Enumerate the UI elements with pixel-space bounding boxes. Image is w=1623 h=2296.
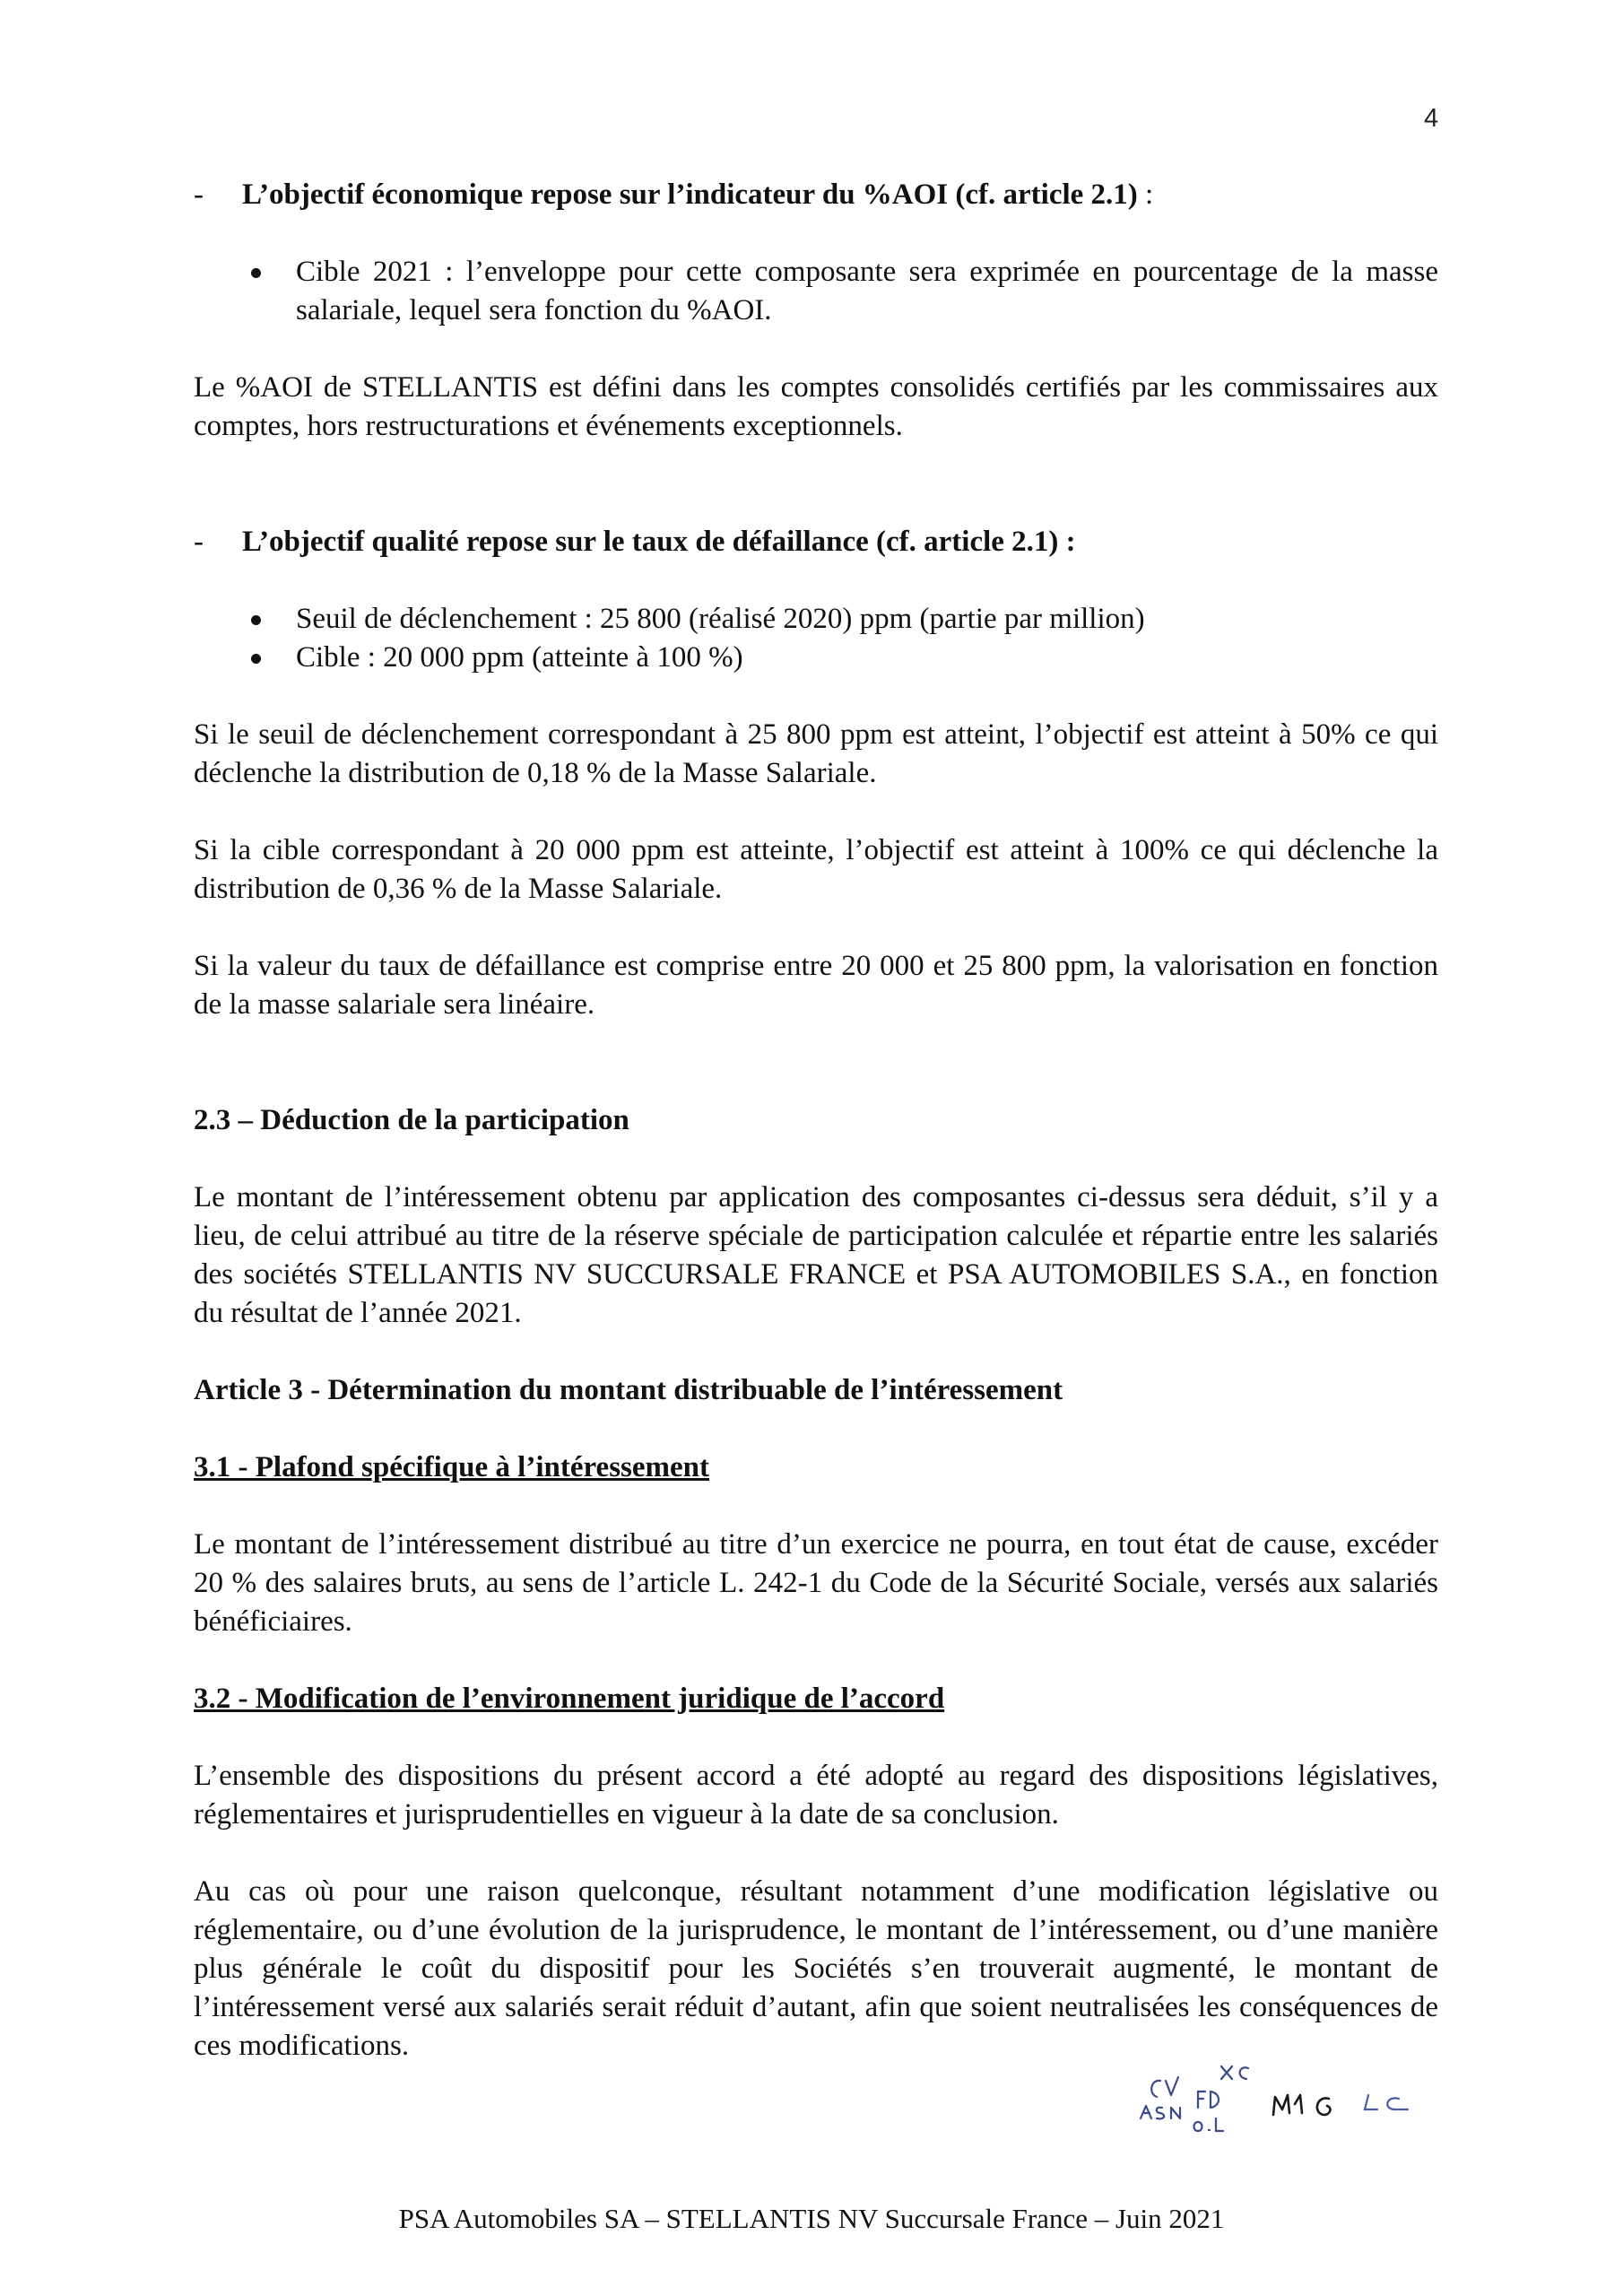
section-3-2-paragraph-2: Au cas où pour une raison quelconque, résultant notamment d’une modification législative ou réglementaire, ou d’une évolution de la jurisprudence, le montant de l’intéressement, ou d’une manière plus générale le coût du dispositif pour les Sociétés s’en trouverait augmenté, le montant de l’intéressement versé aux salariés serait réduit d’autant, afin que soient neutralisées les conséquences de ces modifications. [194, 1875, 1438, 2062]
list-item: Seuil de déclenchement : 25 800 (réalisé 2020) ppm (partie par million) [246, 600, 1438, 639]
quality-bullet-list [194, 600, 1438, 677]
aoi-heading-tail: : [1137, 178, 1154, 211]
document-footer: PSA Automobiles SA – STELLANTIS NV Succursale France – Juin 2021 [398, 2203, 1225, 2234]
document-body [194, 176, 1438, 2066]
section-2-3-paragraph: Le montant de l’intéressement obtenu par application des composantes ci-dessus sera déduit, s’il y a lieu, de celui attribué au titre de la réserve spéciale de participation calculée et répartie entre les salariés des sociétés STELLANTIS NV SUCCURSALE FRANCE et PSA AUTOMOBILES S.A., en fonction du résultat de l’année 2021. [194, 1181, 1438, 1329]
initials-signature-icon [1139, 2054, 1453, 2161]
dash-marker: - [194, 178, 204, 211]
section-3-2-paragraph-1: L’ensemble des dispositions du présent accord a été adopté au regard des dispositions législatives, réglementaires et jurisprudentielles en vigueur à la date de sa conclusion. [194, 1760, 1438, 1831]
quality-paragraph-linear: Si la valeur du taux de défaillance est comprise entre 20 000 et 25 800 ppm, la valorisation en fonction de la masse salariale sera linéaire. [194, 950, 1438, 1021]
aoi-objective-heading [194, 176, 1438, 214]
aoi-heading-text: L’objectif économique repose sur l’indicateur du %AOI (cf. article 2.1) [242, 178, 1138, 211]
section-3-1-heading [194, 1448, 1438, 1487]
aoi-bullet-list [194, 253, 1438, 330]
quality-heading-text: L’objectif qualité repose sur le taux de défaillance (cf. article 2.1) : [242, 526, 1076, 558]
section-3-2-heading-text: 3.2 - Modification de l’environnement juridique de l’accord [194, 1683, 945, 1715]
dash-marker: - [194, 526, 204, 558]
quality-paragraph-target: Si la cible correspondant à 20 000 ppm est atteinte, l’objectif est atteint à 100% ce qui déclenche la distribution de 0,36 % de la Masse Salariale. [194, 834, 1438, 905]
section-3-1-heading-text: 3.1 - Plafond spécifique à l’intéressement [194, 1451, 710, 1483]
quality-objective-heading [194, 523, 1438, 561]
list-item: Cible : 20 000 ppm (atteinte à 100 %) [246, 639, 1438, 677]
section-2-3-heading: 2.3 – Déduction de la participation [194, 1104, 629, 1136]
list-item: Cible 2021 : l’enveloppe pour cette composante sera exprimée en pourcentage de la masse salariale, lequel sera fonction du %AOI. [246, 253, 1438, 330]
aoi-paragraph: Le %AOI de STELLANTIS est défini dans les comptes consolidés certifiés par les commissaires aux comptes, hors restructurations et événements exceptionnels. [194, 371, 1438, 442]
section-3-2-heading [194, 1680, 1438, 1718]
page-number: 4 [1424, 104, 1439, 133]
quality-paragraph-threshold: Si le seuil de déclenchement correspondant à 25 800 ppm est atteint, l’objectif est atteint à 50% ce qui déclenche la distribution de 0,18 % de la Masse Salariale. [194, 718, 1438, 789]
article-3-heading: Article 3 - Détermination du montant distribuable de l’intéressement [194, 1374, 1063, 1406]
section-3-1-paragraph: Le montant de l’intéressement distribué au titre d’un exercice ne pourra, en tout état de cause, excéder 20 % des salaires bruts, au sens de l’article L. 242-1 du Code de la Sécurité Sociale, versés aux salariés bénéficiaires. [194, 1528, 1438, 1638]
handwritten-initials [1139, 2054, 1453, 2161]
